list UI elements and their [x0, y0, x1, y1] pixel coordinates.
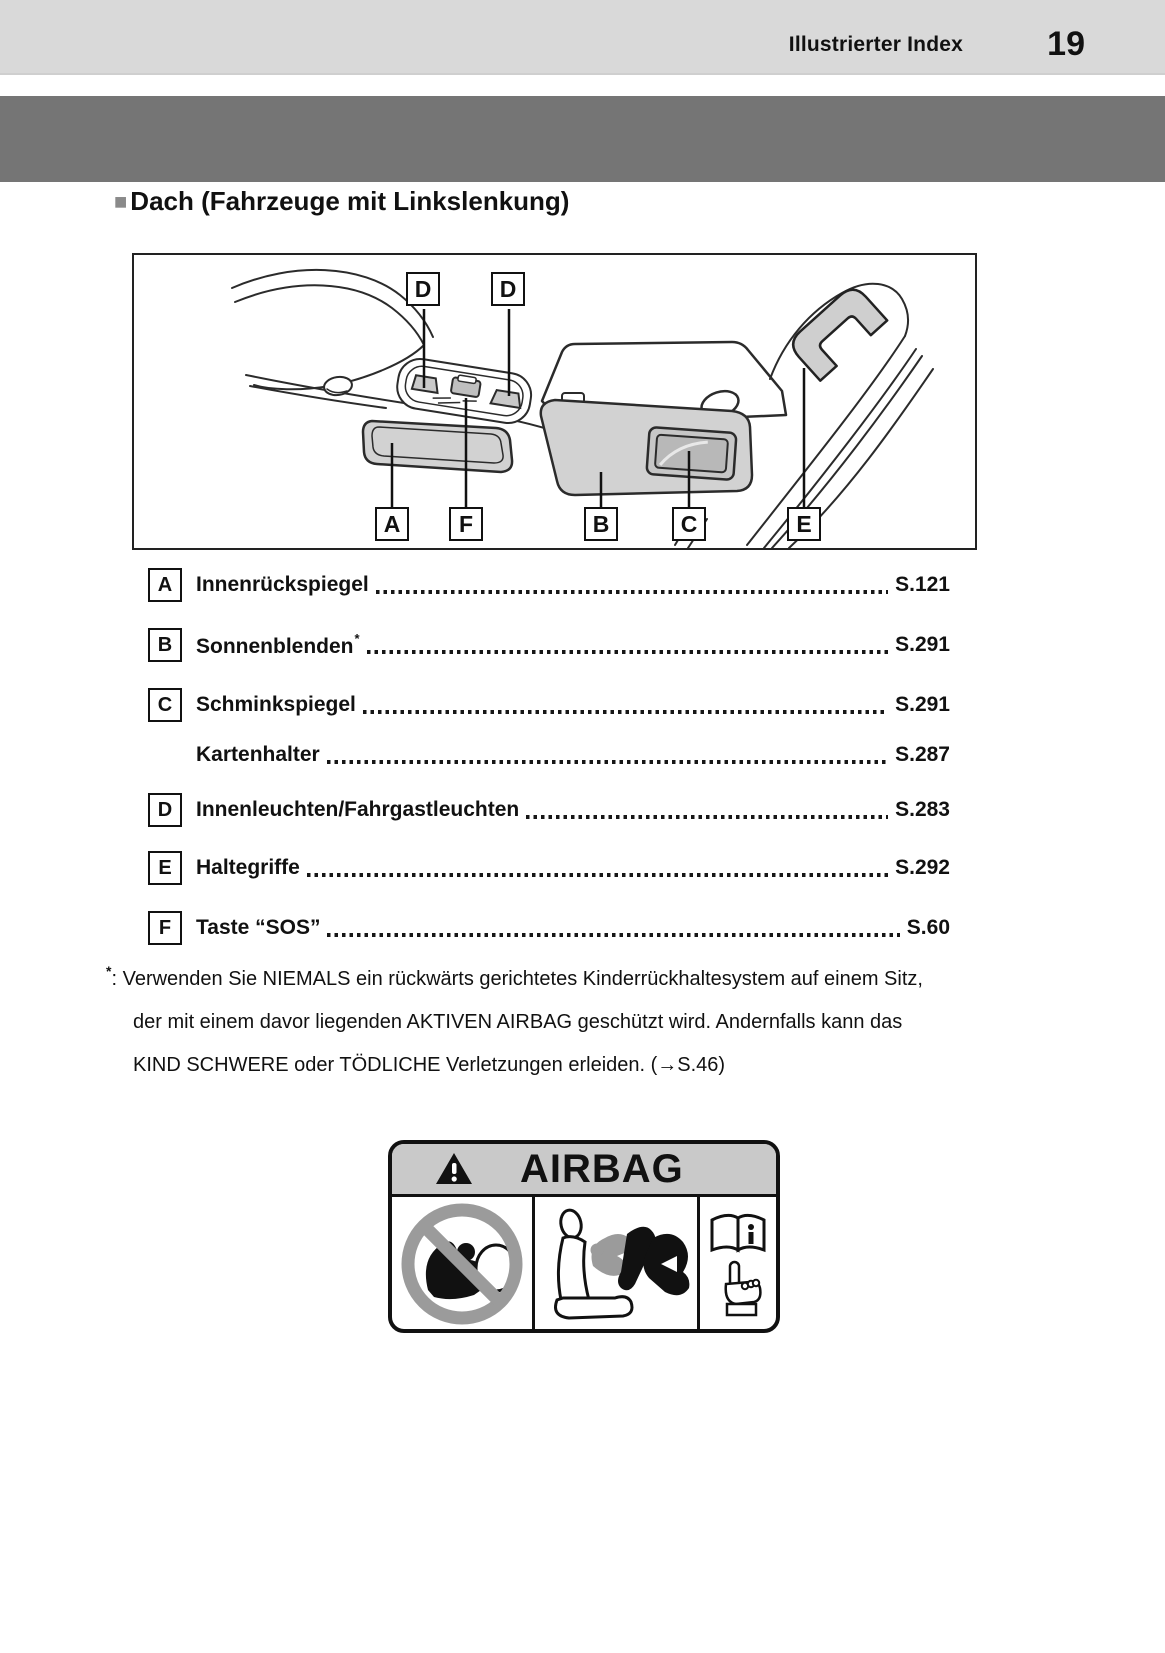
index-row [148, 793, 950, 827]
index-label: Haltegriffe [196, 856, 300, 879]
grab-handle-shape [787, 283, 887, 380]
airbag-warning-label [388, 1140, 780, 1333]
index-page-ref: S.291 [895, 633, 950, 656]
roof-line-art [134, 255, 975, 548]
dot-leader [526, 815, 888, 819]
rearview-mirror-shape [363, 421, 512, 472]
callout-f: F [449, 507, 483, 541]
index-row [148, 628, 950, 662]
page-number: 19 [1047, 25, 1085, 63]
callout-a: A [375, 507, 409, 541]
airbag-label-header [392, 1144, 776, 1197]
dot-leader [376, 590, 888, 594]
section-title: Dach (Fahrzeuge mit Linkslenkung) [130, 186, 570, 216]
section-heading [114, 186, 569, 217]
footnote-asterisk: * [354, 631, 360, 646]
index-row [148, 851, 950, 885]
airbag-footnote [106, 950, 1001, 1087]
dot-leader [327, 933, 899, 937]
footnote-line: *: Verwenden Sie NIEMALS ein rückwärts gerichtetes Kinderrückhaltesystem auf einem Sitz, [106, 963, 923, 990]
index-label: Schminkspiegel [196, 693, 356, 716]
footnote-line: KIND SCHWERE oder TÖDLICHE Verletzungen erleiden. (→S.46) [133, 1054, 726, 1076]
index-label: Kartenhalter [196, 743, 320, 766]
breadcrumb-section-label: Illustrierter Index [788, 33, 963, 56]
section-marker-icon: ■ [114, 188, 128, 214]
vanity-mirror-shape [646, 427, 736, 480]
index-letter-box: C [148, 688, 182, 722]
index-row [148, 568, 950, 602]
chapter-banner [0, 96, 1165, 182]
dot-leader [367, 650, 889, 654]
footnote-marker: * [106, 963, 112, 979]
index-row [148, 738, 950, 772]
dot-leader [307, 873, 888, 877]
index-page-ref: S.60 [906, 916, 950, 939]
index-row [148, 911, 950, 945]
index-letter-box: A [148, 568, 182, 602]
dot-leader [363, 710, 888, 714]
callout-e: E [787, 507, 821, 541]
index-page-ref: S.292 [895, 856, 950, 879]
airbag-title: AIRBAG [520, 1146, 684, 1191]
callout-b: B [584, 507, 618, 541]
callout-c: C [672, 507, 706, 541]
callout-d-left: D [406, 272, 440, 306]
header-band [0, 0, 1165, 75]
footnote-line: der mit einem davor liegenden AKTIVEN AIRBAG geschützt wird. Andernfalls kann das [133, 1011, 903, 1033]
index-row [148, 688, 950, 722]
index-letter-box: F [148, 911, 182, 945]
airbag-deploy-icon [535, 1197, 700, 1329]
dot-leader [327, 760, 888, 764]
index-letter-box: E [148, 851, 182, 885]
index-page-ref: S.291 [895, 693, 950, 716]
index-page-ref: S.121 [895, 573, 950, 596]
index-label: Taste “SOS” [196, 916, 321, 939]
read-manual-icon [700, 1197, 776, 1329]
index-letter-box: D [148, 793, 182, 827]
index-page-ref: S.283 [895, 798, 950, 821]
roof-diagram [132, 253, 977, 550]
index-page-ref: S.287 [895, 743, 950, 766]
callout-d-right: D [491, 272, 525, 306]
overhead-console-shape [394, 356, 534, 426]
no-rearfacing-childseat-icon [392, 1197, 535, 1329]
index-label: Sonnenblenden* [196, 631, 360, 658]
index-letter-box: B [148, 628, 182, 662]
airbag-label-body [392, 1197, 776, 1329]
warning-triangle-icon [434, 1151, 474, 1187]
index-label: Innenleuchten/Fahrgastleuchten [196, 798, 520, 821]
index-label: Innenrückspiegel [196, 573, 369, 596]
illustrated-index-list [148, 568, 950, 945]
